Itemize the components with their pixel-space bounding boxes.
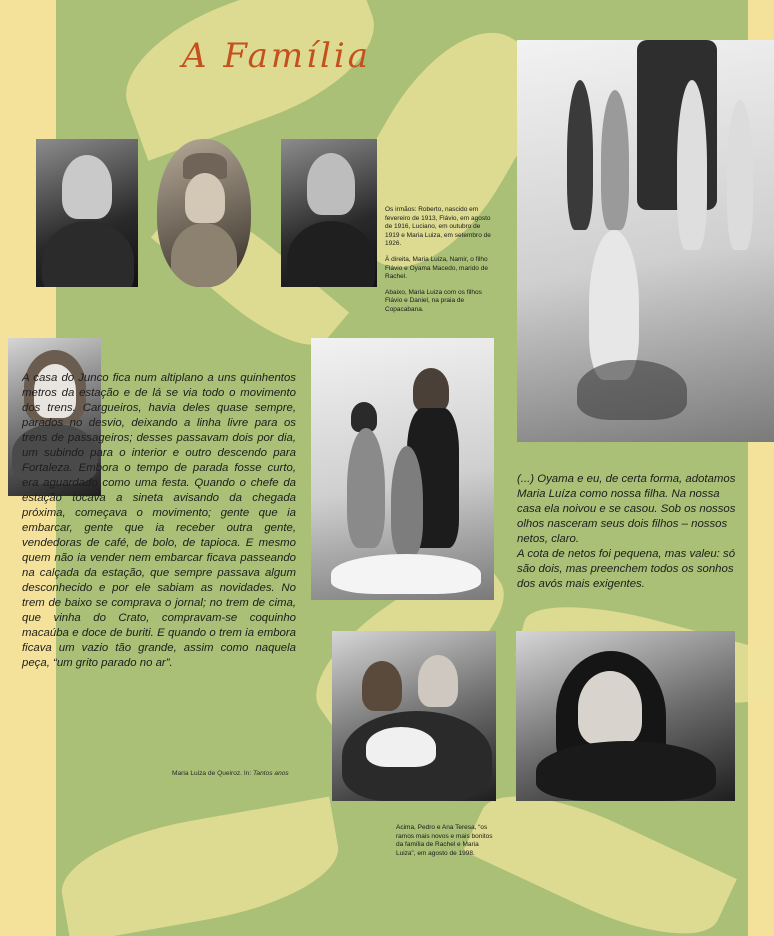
rachel-quote bbox=[517, 472, 737, 592]
memoir-text: A casa do Junco fica num altiplano a uns quinhentos metros da estação e de lá se via todo o movimento dos trens. Cargueiros, havia deles quase sempre, parados no desvio, deixando a linha livre para os trens de passageiros; desses passavam dois por dia, um subindo para o interior e outro descendo para Fortaleza. Embora o tempo de parada fosse curto, era aguardado como uma festa. Quando o chefe da estação tocava a sineta avisando da chegada próxima, começava o movimento; gente que ia embarcar, gente que ia receber outra gente, vendedoras de café, de bolo, de tapioca. E mesmo quem não ia vender nem embarcar ficava passeando na calçada da estação, que sempre passava algum desconhecido e por ele sabiam as novidades. No trem de baixo se comprava o jornal; no trem de cima, que vinha do Crato, compravam-se coquinho macaúba e doce de buriti. E quando o trem ia embora ficava um vazio tão grande, assim como naquela peça, “um grito parado no ar”. bbox=[22, 372, 296, 669]
caption-right: À direita, Maria Luiza, Namir, o filho Flávio e Oyama Macedo, marido de Rachel. bbox=[385, 255, 488, 281]
source-credit bbox=[172, 770, 289, 777]
leaf-decoration bbox=[107, 0, 392, 161]
quote-paragraph-1: (...) Oyama e eu, de certa forma, adotamos Maria Luíza como nossa filha. Na nossa casa ela noivou e se casou. Sob os nossos olhos nasceram seus dois filhos – nossos netos, claro. bbox=[517, 473, 736, 545]
photo-luciano bbox=[281, 139, 377, 287]
caption-below: Abaixo, Maria Luiza com os filhos Flávio e Daniel, na praia de Copacabana. bbox=[385, 288, 482, 313]
source-author: Maria Luiza de Queiroz. In: bbox=[172, 770, 252, 777]
photo-ana-teresa bbox=[516, 631, 735, 801]
caption-brothers-block bbox=[385, 206, 491, 322]
caption-grandchildren: Acima, Pedro e Ana Teresa, “os ramos mais novos e mais bonitos da família de Rachel e Maria Luiza”, em agosto de 1998. bbox=[396, 824, 493, 857]
photo-flavio bbox=[157, 139, 251, 287]
photo-street-family bbox=[517, 40, 774, 442]
quote-paragraph-2: A cota de netos foi pequena, mas valeu: só são dois, mas preenchem todos os sonhos dos avós mais exigentes. bbox=[517, 548, 736, 590]
page-title: A Família bbox=[182, 36, 372, 76]
caption-brothers: Os irmãos: Roberto, nascido em fevereiro de 1913, Flávio, em agosto de 1916, Luciano, em outubro de 1919 e Maria Luiza, em setembro de 1926. bbox=[385, 206, 491, 248]
photo-roberto bbox=[36, 139, 138, 287]
source-work: Tantos anos bbox=[253, 770, 289, 777]
leaf-decoration bbox=[53, 796, 346, 936]
photo-pedro-with-mothers bbox=[332, 631, 496, 801]
photo-beach-copacabana bbox=[311, 338, 494, 600]
